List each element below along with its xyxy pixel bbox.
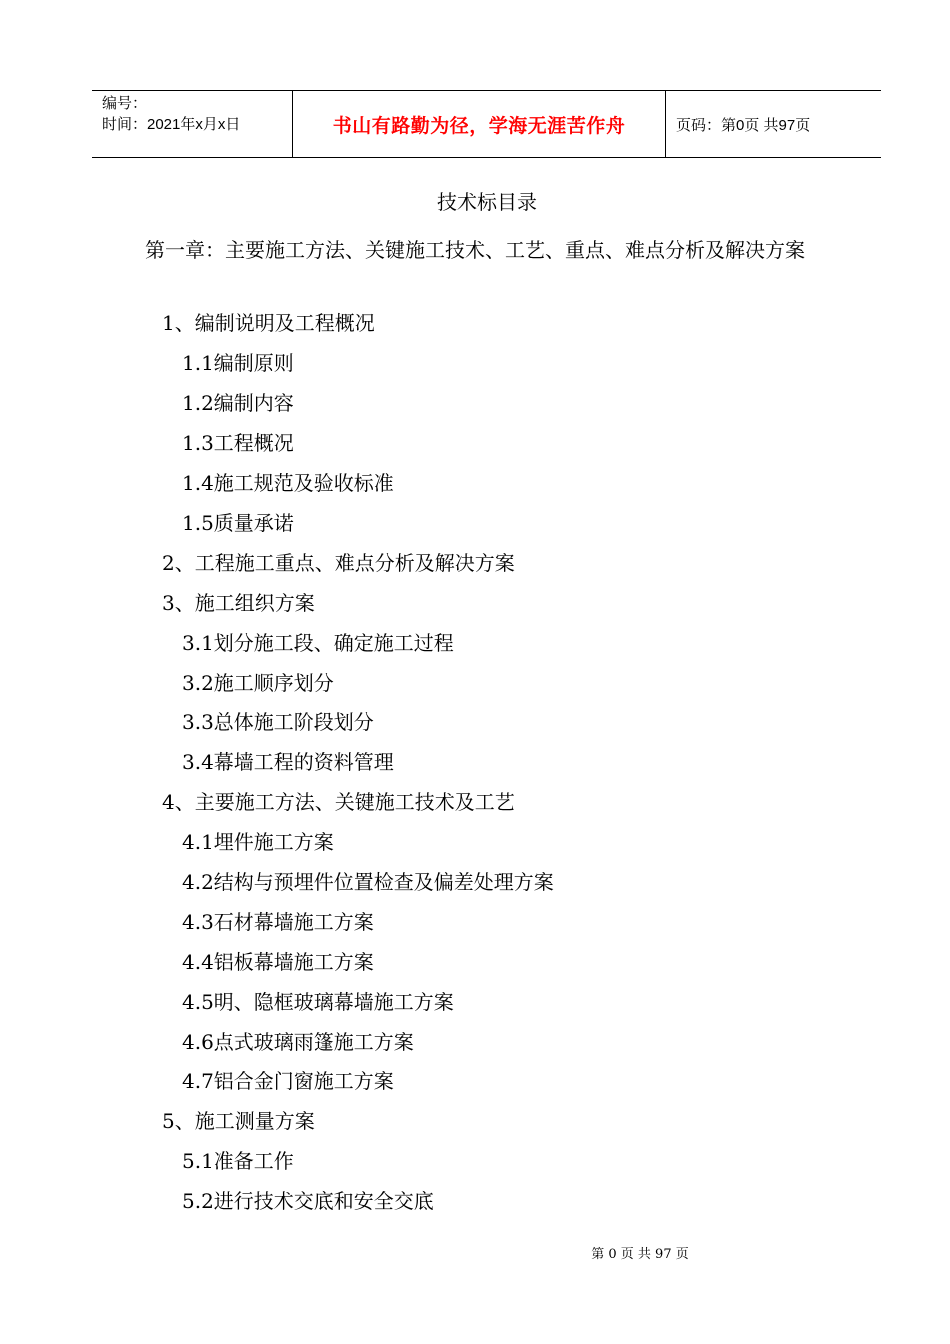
chapter-heading: 第一章：主要施工方法、关键施工技术、工艺、重点、难点分析及解决方案 <box>145 238 805 262</box>
page-footer: 第 0 页 共 97 页 <box>591 1247 689 1262</box>
header-table <box>92 90 881 158</box>
number-label: 编号： <box>102 95 148 112</box>
toc-entry: 4.4铝板幕墙施工方案 <box>182 950 374 974</box>
toc-entry: 4.6点式玻璃雨篷施工方案 <box>182 1030 414 1054</box>
toc-entry: 2、工程施工重点、难点分析及解决方案 <box>162 551 515 575</box>
toc-entry: 1.2编制内容 <box>182 391 294 415</box>
toc-entry: 1.4施工规范及验收标准 <box>182 471 394 495</box>
toc-entry: 1.1编制原则 <box>182 351 294 375</box>
toc-entry: 4.5明、隐框玻璃幕墙施工方案 <box>182 990 454 1014</box>
toc-entry: 4.2结构与预埋件位置检查及偏差处理方案 <box>182 870 554 894</box>
page-info-cell <box>666 91 881 157</box>
toc-entry: 1、编制说明及工程概况 <box>162 311 375 335</box>
toc-entry: 3、施工组织方案 <box>162 591 315 615</box>
toc-entry: 1.5质量承诺 <box>182 511 294 535</box>
time-label: 时间：2021年x月x日 <box>102 116 241 133</box>
toc-entry: 1.3工程概况 <box>182 431 294 455</box>
motto-cell <box>293 91 666 157</box>
document-title: 技术标目录 <box>437 190 537 214</box>
header-info-cell <box>92 91 293 157</box>
motto-text: 书山有路勤为径，学海无涯苦作舟 <box>332 114 626 137</box>
page-info: 页码：第0页 共97页 <box>676 116 811 134</box>
toc-entry: 5.2进行技术交底和安全交底 <box>182 1189 434 1213</box>
toc-entry: 3.1划分施工段、确定施工过程 <box>182 631 454 655</box>
toc-entry: 4、主要施工方法、关键施工技术及工艺 <box>162 790 515 814</box>
toc-entry: 3.4幕墙工程的资料管理 <box>182 750 394 774</box>
toc-entry: 3.2施工顺序划分 <box>182 671 334 695</box>
toc-entry: 4.1埋件施工方案 <box>182 830 334 854</box>
toc-entry: 4.7铝合金门窗施工方案 <box>182 1069 394 1093</box>
toc-entry: 5、施工测量方案 <box>162 1109 315 1133</box>
toc-entry: 4.3石材幕墙施工方案 <box>182 910 374 934</box>
toc-entry: 5.1准备工作 <box>182 1149 294 1173</box>
toc-entry: 3.3总体施工阶段划分 <box>182 710 374 734</box>
